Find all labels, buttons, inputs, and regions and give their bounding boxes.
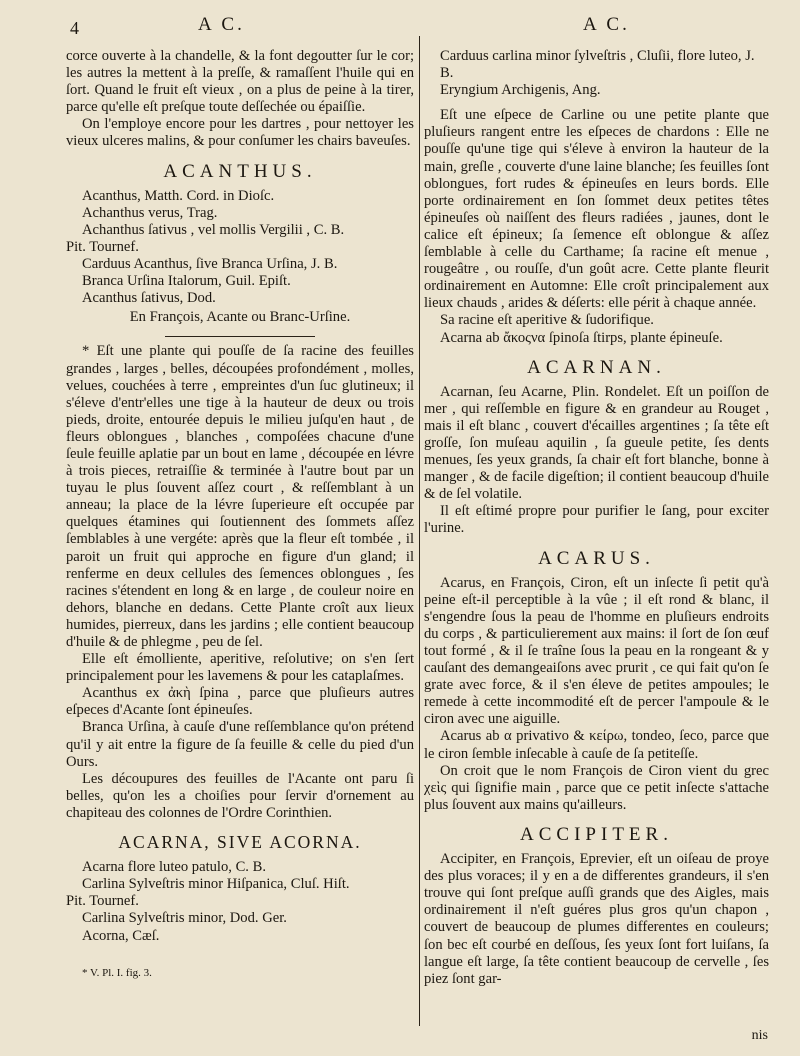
paragraph: Eſt une eſpece de Carline ou une petite plante que pluſieurs rangent entre les eſpeces de chardons : Elle ne pouſſe qu'une tige qui s'éleve à environ la hauteur de la main, greſle , couverte d'une laine blanche; ſes feuilles ſont oblongues, fort rudes & épineuſes en leurs bords. Elle porte ordinairement en ſon ſommet deux petites têtes épineuſes où naiſſent des fleurs radiées , jaunes, dont le calice eſt épineux; ſa ſemence eſt oblongue & aſſez ſemblable à celle du Carthame; ſa racine eſt menue , rougeâtre , ou rouſſe, d'un goût acre. Cette plante fleurit ordinairement en Automne: Elle croît principalement aux lieux chauds , arides & déſerts: elle périt à chaque année. (424, 107, 769, 312)
paragraph: corce ouverte à la chandelle, & la font degoutter ſur le cor; les autres la mettent à la preſſe, & ramaſſent l'huile qui en ſort. Quand le fruit eſt vieux , on a plus de peine à la tirer, parce qu'elle eſt preſque toute deſſechée ou épaiſſie. (66, 48, 414, 116)
paragraph: Branca Urſina, à cauſe d'une reſſemblance qu'on prétend qu'il y ait entre la figure de ſa feuille & celle du pied d'un Ours. (66, 719, 414, 770)
entry-heading-accipiter: ACCIPITER. (520, 823, 673, 845)
paragraph: Acarna ab ἄκοςνα ſpinoſa ſtirps, plante épineuſe. (440, 329, 723, 346)
synonym-line: Pit. Tournef. (66, 893, 139, 910)
paragraph: Acarus ab α privativo & κείρω, tondeo, ſeco, parce que le ciron ſemble inſecable à cauſe de ſa petiteſſe. (424, 728, 769, 762)
synonym-line: Carlina Sylveſtris minor Hiſpanica, Cluſ. Hiſt. (82, 876, 350, 893)
divider (165, 336, 315, 337)
paragraph: On l'employe encore pour les dartres , pour nettoyer les vieux ulceres malins, & pour conſumer les chairs baveuſes. (66, 116, 414, 150)
french-name: En François, Acante ou Branc-Urſine. (129, 309, 351, 326)
running-head-right: A C. (583, 14, 630, 35)
column-rule (419, 36, 420, 1026)
paragraph: Sa racine eſt aperitive & ſudorifique. (440, 312, 654, 329)
synonym-line: Achanthus verus, Trag. (82, 204, 218, 221)
synonym-line: Carduus carlina minor ſylveſtris , Cluſii, flore luteo, J. B. (440, 48, 755, 82)
entry-heading-acanthus: ACANTHUS. (163, 160, 317, 182)
left-column (66, 48, 414, 982)
paragraph: Accipiter, en François, Eprevier, eſt un oiſeau de proye des plus voraces; il y en a de differentes grandeurs, il s'en trouve qui ſont preſque auſſi grands que des Aigles, mais ordinairement il n'eſt guéres plus gros qu'un chapon , couvert de beaucoup de plumes differentes en couleurs; ſon bec eſt courbé en deſſous, ſes yeux ſont fort luiſans, ſa langue eſt large, ſa tête contient beaucoup de cervelle , ſes piez ſont gar- (424, 851, 769, 987)
entry-heading-acarnan: ACARNAN. (527, 356, 666, 378)
synonym-line: Acanthus ſativus, Dod. (82, 290, 216, 307)
entry-heading-acarna: ACARNA, SIVE ACORNA. (118, 832, 362, 853)
page-number: 4 (70, 18, 79, 38)
synonym-line: Acarna flore luteo patulo, C. B. (82, 859, 266, 876)
synonym-line: Achanthus ſativus , vel mollis Vergilii , C. B. (82, 221, 345, 238)
running-head-left: A C. (198, 14, 245, 35)
paragraph: * Eſt une plante qui pouſſe de ſa racine des feuilles grandes , larges , belles, découpées profondément , molles, velues, couchées à terre , empreintes d'un ſuc glutineux; il s'éleve d'entr'elles une tige à la hauteur de deux ou trois pieds, droite, entourée depuis le milieu juſqu'en haut , de fleurs oblongues , blanches , compoſées chacune d'une ſeule feuille aplatie par un bout en lame , découpée en lévre à trois pieces, retraiſſie & terminée à l'autre bout par un tuyau le plus ſouvent aſſez court , & reſſemblant à un anneau; la place de la lévre ſuperieure eſt occupée par quelques étamines qui ſoutiennent des ſommets aſſez ſemblables à une vergéte: après que la fleur eſt tombée , il paroit un fruit qui approche en figure d'un gland; il renferme en deux cellules des ſemences oblongues , ſes racines s'étendent en long & en large , de couleur noire en dehors, blanche en dedans. Cette Plante croît aux lieux humides, pierreux, dans les jardins ; elle contient beaucoup d'huile & de phlegme , peu de ſel. (66, 343, 414, 650)
synonym-line: Acanthus, Matth. Cord. in Dioſc. (82, 187, 275, 204)
paragraph: Elle eſt émolliente, aperitive, reſolutive; on s'en ſert principalement pour les lavemens & pour les cataplaſmes. (66, 651, 414, 685)
paragraph: Acarus, en François, Ciron, eſt un inſecte ſi petit qu'à peine eſt-il perceptible à la vûe ; il eſt rond & blanc, il s'engendre ſous la peau de l'homme en pluſieurs endroits du corps , & particulierement aux mains: il ſort de ſon œuf tout formé , & il ſe traîne ſous la peau en la rongeant & y cauſant des demangeaiſons avec prurit , ce qui fait qu'on ſe grate avec force, & il s'en éleve de petites ampoules; le remede à cette incommodité eſt de percer l'ampoule & le ciron avec une aiguille. (424, 574, 769, 728)
right-column (424, 48, 769, 988)
catchword: nis (751, 1028, 768, 1043)
synonym-line: Branca Urſina Italorum, Guil. Epiſt. (82, 273, 291, 290)
synonym-line: Carduus Acanthus, ſive Branca Urſina, J. B. (82, 256, 338, 273)
synonym-line: Acorna, Cæſ. (82, 927, 160, 944)
paragraph: On croit que le nom François de Ciron vient du grec χεὶς qui ſignifie main , parce que ce petit inſecte s'attache plus ſouvent aux mains qu'ailleurs. (424, 762, 769, 813)
paragraph: Il eſt eſtimé propre pour purifier le ſang, pour exciter l'urine. (424, 503, 769, 537)
paragraph: Acanthus ex ἀκὴ ſpina , parce que pluſieurs autres eſpeces d'Acante ſont épineuſes. (66, 685, 414, 719)
entry-heading-acarus: ACARUS. (538, 547, 655, 569)
paragraph: Les découpures des feuilles de l'Acante ont paru ſi belles, qu'on les a choiſies pour ſervir d'ornement au chapiteau des colonnes de l'Ordre Corinthien. (66, 770, 414, 821)
synonym-line: Pit. Tournef. (66, 238, 139, 255)
synonym-line: Eryngium Archigenis, Ang. (440, 82, 601, 99)
footnote: * V. Pl. I. fig. 3. (82, 966, 152, 979)
synonym-line: Carlina Sylveſtris minor, Dod. Ger. (82, 910, 287, 927)
paragraph: Acarnan, ſeu Acarne, Plin. Rondelet. Eſt un poiſſon de mer , qui reſſemble en figure & en grandeur au Rouget , mais il eſt blanc , couvert d'écailles argentines ; ſa tête eſt groſſe, ſon muſeau aquilin , ſa gueule petite, ſes dents menues, ſes yeux grands, ſa chair eſt fort blanche, bonne à manger , & de facile digeſtion; il contient beaucoup d'huile & de ſel volatile. (424, 383, 769, 503)
